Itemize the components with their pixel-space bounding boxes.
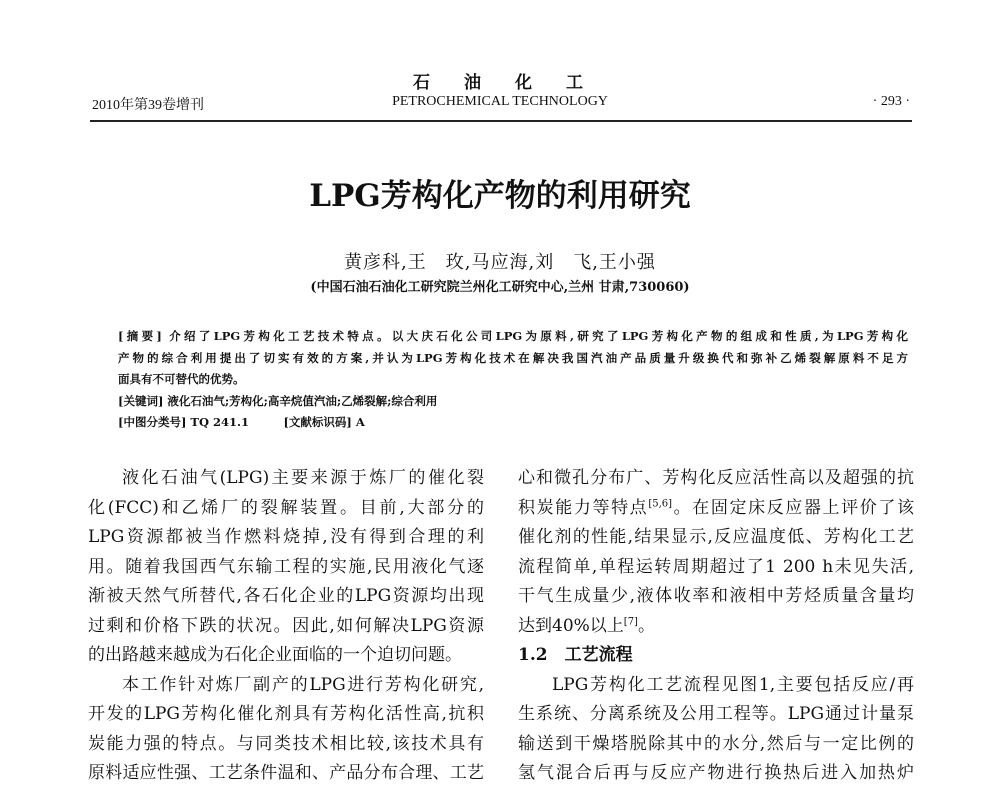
page-number: · 293 ·: [872, 94, 910, 109]
line-text: 1.2 工艺流程: [518, 645, 633, 665]
citation: [7]: [623, 615, 638, 627]
authors: 黄彦科,王 玫,马应海,刘 飞,王小强: [344, 252, 656, 273]
line-text: 化(FCC)和乙烯厂的裂解装置。目前,大部分的: [88, 497, 484, 518]
line-text: 达到40%以上: [518, 615, 624, 636]
line-text: 氢气混合后再与反应产物进行换热后进入加热炉: [518, 763, 914, 783]
body-line: [88, 641, 484, 671]
line-text: 过剩和价格下跌的状况。因此,如何解决LPG资源: [88, 615, 484, 636]
body-line: [88, 759, 484, 789]
line-text: 原料适应性强、工艺条件温和、产品分布合理、工艺: [88, 763, 484, 783]
line-text: 。: [637, 615, 655, 636]
line-text: 液化石油气(LPG)主要来源于炼厂的催化裂: [122, 468, 484, 488]
affiliation: (中国石油石油化工研究院兰州化工研究中心,兰州 甘肃,730060): [310, 280, 690, 295]
line-text: LPG芳构化工艺流程见图1,主要包括反应/再: [552, 674, 914, 695]
body-line: [518, 523, 914, 553]
body-line: [518, 759, 914, 789]
line-text: 用。随着我国西气东输工程的实施,民用液化气逐: [88, 556, 484, 577]
abstract-line: 面具有不可替代的优势。: [118, 372, 245, 386]
body-line: [518, 671, 914, 701]
body-line: [88, 464, 484, 494]
line-text: 生系统、分离系统及公用工程等。LPG通过计量泵: [518, 704, 914, 724]
body-line: [518, 612, 914, 642]
body-line: [88, 494, 484, 524]
line-text: 。在固定床反应器上评价了该: [672, 497, 914, 518]
line-text: 流程简单,单程运转周期超过了1 200 h未见失活,: [518, 556, 914, 577]
body-line: [88, 553, 484, 583]
body-line: [88, 612, 484, 642]
body-right-column: [518, 464, 914, 789]
header-rule: [90, 120, 912, 122]
line-text: 催化剂的性能,结果显示,反应温度低、芳构化工艺: [518, 527, 914, 547]
body-line: [88, 730, 484, 760]
body-line: [518, 730, 914, 760]
section-heading: [518, 641, 914, 671]
body-line: [88, 582, 484, 612]
issue-info: 2010年第39卷增刊: [92, 98, 204, 113]
line-text: 渐被天然气所替代,各石化企业的LPG资源均出现: [88, 586, 484, 606]
citation: [5,6]: [648, 497, 673, 509]
line-text: 炭能力强的特点。与同类技术相比较,该技术具有: [88, 733, 484, 754]
body-line: [88, 523, 484, 553]
body-line: [88, 700, 484, 730]
keywords: [关键词] 液化石油气;芳构化;高辛烷值汽油;乙烯裂解;综合利用: [118, 393, 438, 408]
line-text: 本工作针对炼厂副产的LPG进行芳构化研究,: [122, 674, 484, 695]
line-text: 心和微孔分布广、芳构化反应活性高以及超强的抗: [518, 468, 914, 488]
body-line: [518, 494, 914, 524]
abstract-line: [摘要] 介绍了LPG芳构化工艺技术特点。以大庆石化公司LPG为原料,研究了LPG芳构化产物的组成和性质,为LPG芳构化: [118, 329, 908, 343]
journal-name-chinese: 石油化工: [413, 73, 617, 93]
line-text: 干气生成量少,液体收率和液相中芳烃质量含量均: [518, 586, 914, 606]
line-text: 积炭能力等特点: [518, 497, 649, 518]
body-line: [518, 464, 914, 494]
paper-title: LPG芳构化产物的利用研究: [309, 178, 691, 214]
body-left-column: [88, 464, 484, 789]
classification: [中图分类号] TQ 241.1 [文献标识码] A: [118, 415, 365, 429]
line-text: 输送到干燥塔脱除其中的水分,然后与一定比例的: [518, 733, 914, 754]
journal-name-english: PETROCHEMICAL TECHNOLOGY: [392, 94, 608, 109]
body-line: [88, 671, 484, 701]
line-text: LPG资源都被当作燃料烧掉,没有得到合理的利: [88, 527, 484, 547]
body-line: [518, 553, 914, 583]
body-line: [518, 582, 914, 612]
line-text: 的出路越来越成为石化企业面临的一个迫切问题。: [88, 645, 462, 665]
body-line: [518, 700, 914, 730]
abstract-line: 产物的综合利用提出了切实有效的方案,并认为LPG芳构化技术在解决我国汽油产品质量升级换代和弥补乙烯裂解原料不足方: [118, 350, 908, 365]
abstract-block: [118, 326, 908, 434]
line-text: 开发的LPG芳构化催化剂具有芳构化活性高,抗积: [88, 704, 484, 724]
